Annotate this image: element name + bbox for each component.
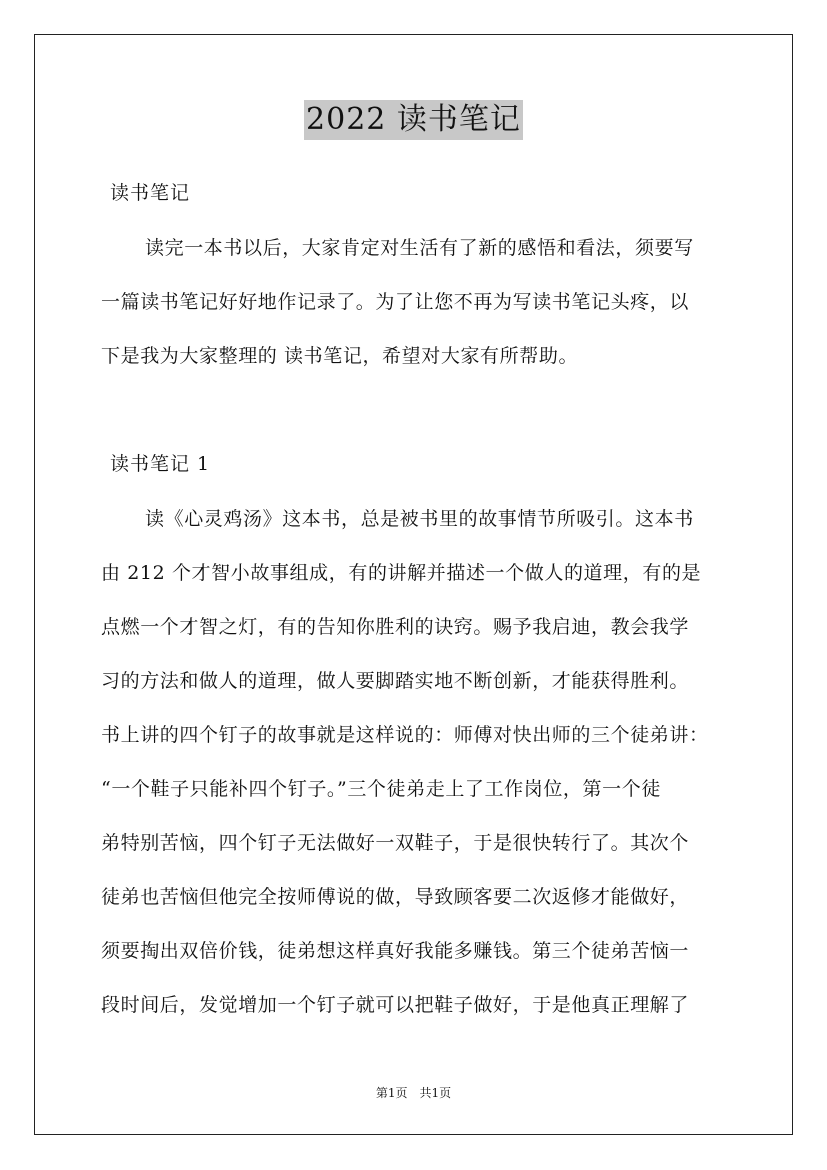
- paragraph-line: 点燃一个才智之灯，有的告知你胜利的诀窍。赐予我启迪，教会我学: [101, 616, 690, 638]
- paragraph-line: 书上讲的四个钉子的故事就是这样说的：师傅对快出师的三个徒弟讲：: [101, 724, 709, 746]
- paragraph-line: 读《心灵鸡汤》这本书，总是被书里的故事情节所吸引。这本书: [145, 508, 694, 530]
- page-footer: 第1页 共1页: [375, 1086, 452, 1100]
- paragraph-line: “一个鞋子只能补四个钉子。”三个徒弟走上了工作岗位，第一个徒: [101, 778, 661, 800]
- title-container: [0, 100, 827, 140]
- document-title: 2022 读书笔记: [304, 100, 523, 140]
- section-heading: 读书笔记 1: [110, 453, 211, 475]
- paragraph-line: 一篇读书笔记好好地作记录了。为了让您不再为写读书笔记头疼，以: [101, 291, 690, 313]
- paragraph-line: 习的方法和做人的道理，做人要脚踏实地不断创新，才能获得胜利。: [101, 670, 690, 692]
- paragraph-line: 弟特别苦恼，四个钉子无法做好一双鞋子，于是很快转行了。其次个: [101, 832, 690, 854]
- paragraph-line: 由 212 个才智小故事组成，有的讲解并描述一个做人的道理，有的是: [101, 562, 702, 584]
- paragraph-line: 读完一本书以后，大家肯定对生活有了新的感悟和看法，须要写: [145, 237, 694, 259]
- paragraph-line: 段时间后，发觉增加一个钉子就可以把鞋子做好，于是他真正理解了: [101, 994, 690, 1016]
- paragraph-line: 须要掏出双倍价钱，徒弟想这样真好我能多赚钱。第三个徒弟苦恼一: [101, 940, 690, 962]
- paragraph-line: 下是我为大家整理的 读书笔记，希望对大家有所帮助。: [101, 345, 579, 367]
- paragraph-line: 徒弟也苦恼但他完全按师傅说的做，导致顾客要二次返修才能做好，: [101, 886, 690, 908]
- intro-heading: 读书笔记: [110, 182, 191, 204]
